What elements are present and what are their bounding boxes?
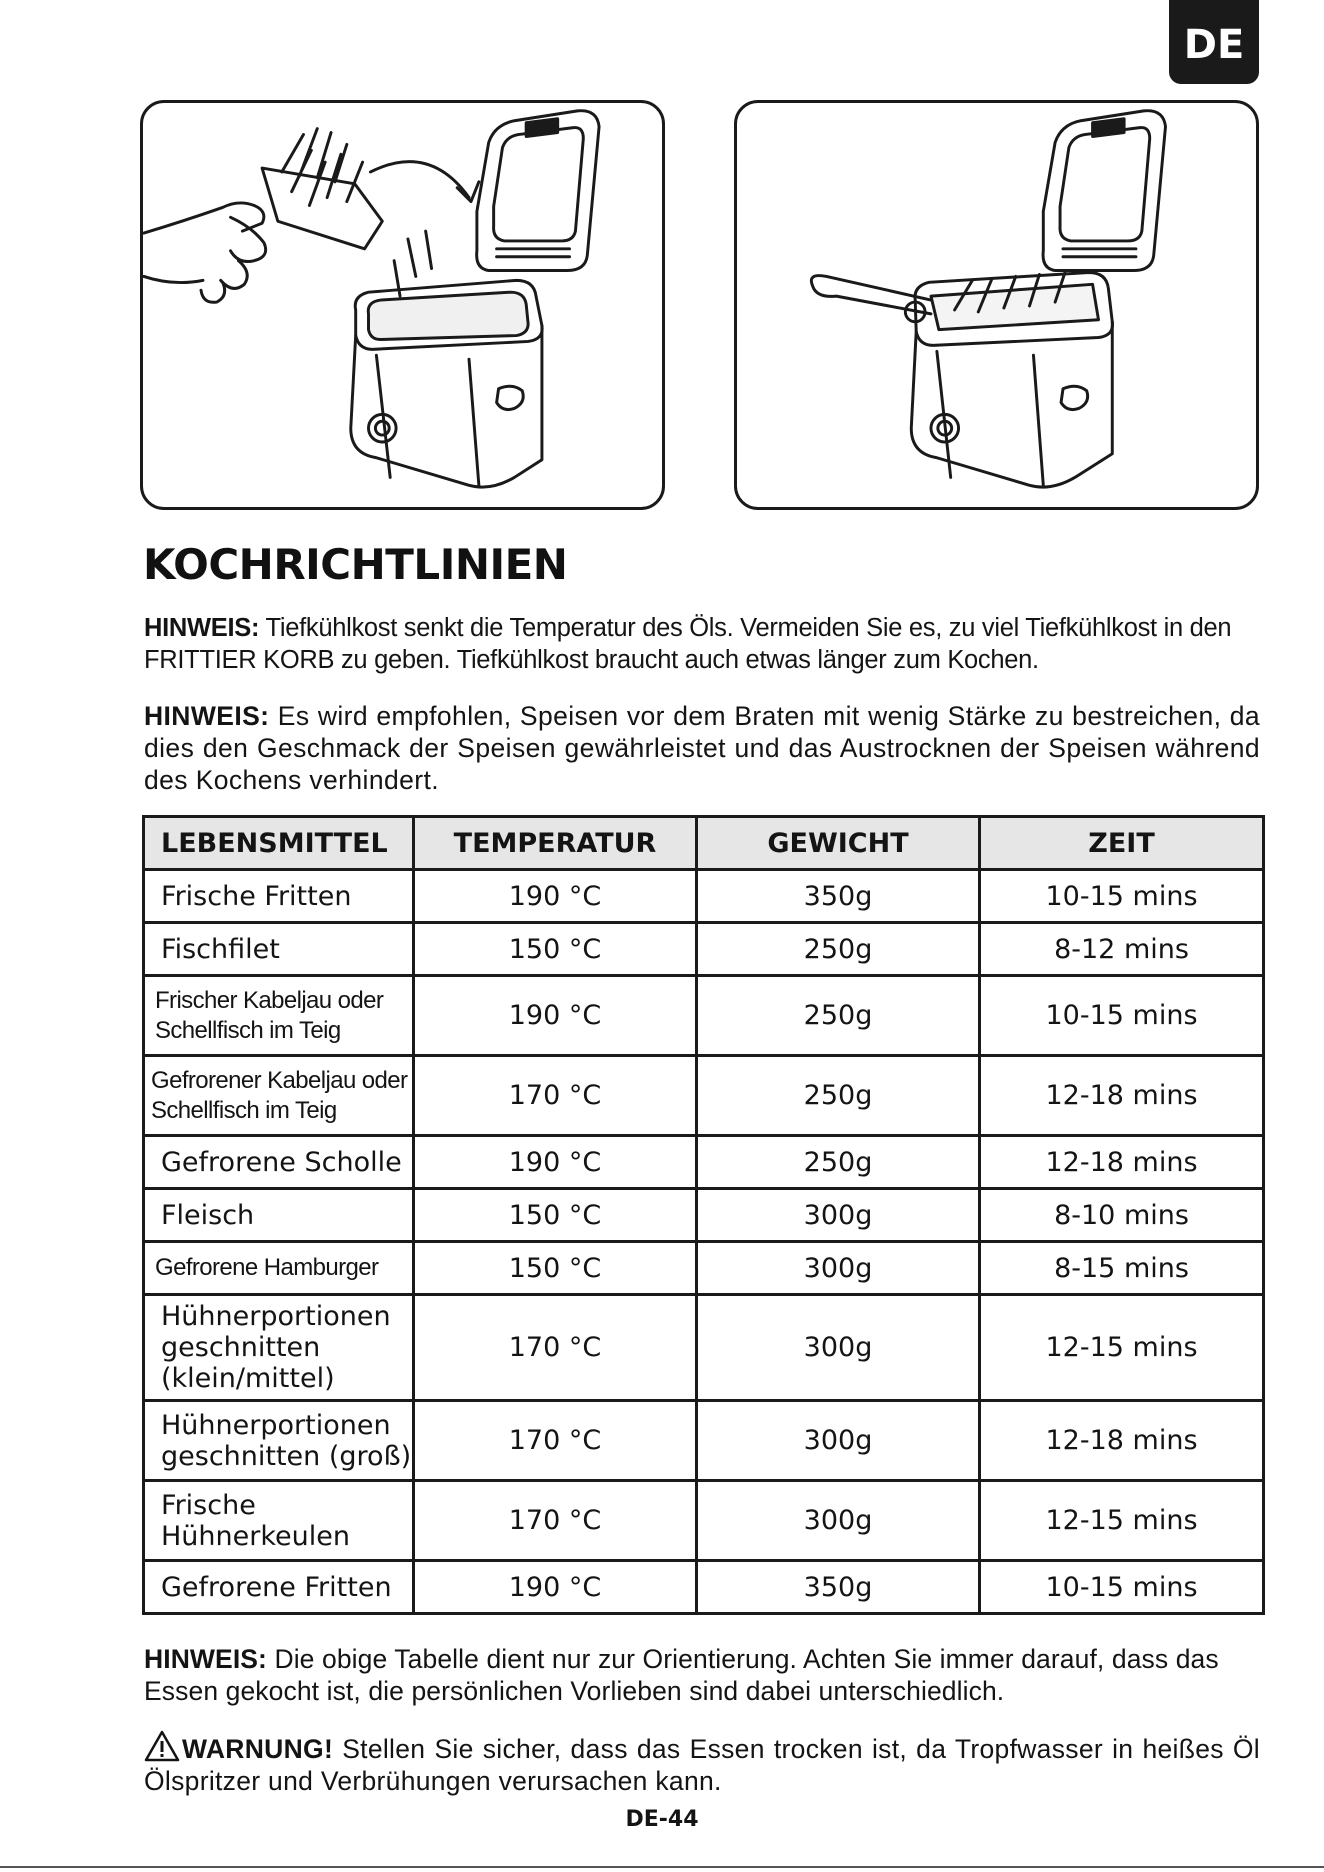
- table-row: [144, 1189, 1264, 1242]
- cell-time: 8-15 mins: [980, 1242, 1264, 1295]
- header-time: ZEIT: [980, 817, 1264, 870]
- cell-food: Fischfilet: [144, 923, 414, 976]
- page-number: DE-44: [625, 1807, 699, 1832]
- cell-food: Frische Hühnerkeulen: [144, 1481, 414, 1561]
- cell-temperature: 190 °C: [414, 1561, 697, 1614]
- warning-text: Stellen Sie sicher, dass das Essen trocken ist, da Tropfwasser in heißes Öl Ölspritzer und Verbrühungen verursachen kann.: [144, 1734, 1260, 1796]
- cell-time: 10-15 mins: [980, 1561, 1264, 1614]
- page-title: KOCHRICHTLINIEN: [143, 540, 568, 589]
- cell-weight: 300g: [697, 1295, 980, 1401]
- note-label: HINWEIS:: [144, 1644, 267, 1674]
- cell-weight: 300g: [697, 1189, 980, 1242]
- bottom-divider: [0, 1866, 1324, 1868]
- table-row: [144, 1136, 1264, 1189]
- cell-temperature: 150 °C: [414, 1189, 697, 1242]
- cell-weight: 300g: [697, 1242, 980, 1295]
- table-row: [144, 1056, 1264, 1136]
- illustration-basket-in-fryer: [734, 100, 1259, 510]
- cell-temperature: 190 °C: [414, 1136, 697, 1189]
- cell-temperature: 170 °C: [414, 1056, 697, 1136]
- cell-weight: 250g: [697, 1136, 980, 1189]
- cell-temperature: 190 °C: [414, 976, 697, 1056]
- illustration-filling-basket: [140, 100, 665, 510]
- cell-food: Gefrorene Scholle: [144, 1136, 414, 1189]
- cell-temperature: 170 °C: [414, 1481, 697, 1561]
- cell-temperature: 150 °C: [414, 1242, 697, 1295]
- table-row: [144, 870, 1264, 923]
- cell-temperature: 190 °C: [414, 870, 697, 923]
- header-food: LEBENSMITTEL: [144, 817, 414, 870]
- table-row: [144, 1242, 1264, 1295]
- table-row: [144, 1401, 1264, 1481]
- cell-food: Gefrorene Fritten: [144, 1561, 414, 1614]
- header-weight: GEWICHT: [697, 817, 980, 870]
- cell-weight: 300g: [697, 1481, 980, 1561]
- cell-time: 10-15 mins: [980, 976, 1264, 1056]
- cell-food: Hühnerportionen geschnitten (klein/mittel): [144, 1295, 414, 1401]
- table-row: [144, 923, 1264, 976]
- table-row: [144, 1295, 1264, 1401]
- cell-weight: 350g: [697, 1561, 980, 1614]
- note-label: HINWEIS:: [144, 701, 270, 731]
- cell-food: Hühnerportionen geschnitten (groß): [144, 1401, 414, 1481]
- cell-weight: 250g: [697, 1056, 980, 1136]
- table-row: [144, 1561, 1264, 1614]
- fryer-filling-drawing: [143, 103, 662, 507]
- note-text: Es wird empfohlen, Speisen vor dem Braten mit wenig Stärke zu bestreichen, da dies den Geschmack der Speisen gewährleistet und das Austrocknen der Speisen während des Kochens verhindert.: [144, 701, 1260, 795]
- note-guidance-only: [144, 1643, 1260, 1707]
- note-frozen-food: [144, 612, 1260, 676]
- cell-food: Gefrorene Hamburger: [144, 1242, 414, 1295]
- language-tab: DE: [1169, 0, 1259, 84]
- cell-time: 10-15 mins: [980, 870, 1264, 923]
- cell-food: Gefrorener Kabeljau oder Schellfisch im Teig: [144, 1056, 414, 1136]
- warning-dry-food: [144, 1730, 1260, 1797]
- cell-weight: 350g: [697, 870, 980, 923]
- cooking-guide-table: [142, 815, 1265, 1615]
- note-text: Die obige Tabelle dient nur zur Orientierung. Achten Sie immer darauf, dass das Essen gekocht ist, die persönlichen Vorlieben sind dabei unterschiedlich.: [144, 1644, 1219, 1706]
- cell-weight: 250g: [697, 976, 980, 1056]
- warning-label: WARNUNG!: [182, 1734, 334, 1764]
- cell-weight: 250g: [697, 923, 980, 976]
- cell-food: Fleisch: [144, 1189, 414, 1242]
- warning-triangle-icon: [144, 1730, 180, 1762]
- cell-time: 12-18 mins: [980, 1136, 1264, 1189]
- cell-time: 12-18 mins: [980, 1056, 1264, 1136]
- cell-time: 12-15 mins: [980, 1481, 1264, 1561]
- fryer-basket-drawing: [737, 103, 1256, 507]
- cell-temperature: 170 °C: [414, 1295, 697, 1401]
- cell-time: 8-10 mins: [980, 1189, 1264, 1242]
- note-starch-coating: [144, 700, 1260, 796]
- table-row: [144, 976, 1264, 1056]
- cell-weight: 300g: [697, 1401, 980, 1481]
- table-header-row: [144, 817, 1264, 870]
- cell-temperature: 170 °C: [414, 1401, 697, 1481]
- cell-time: 12-18 mins: [980, 1401, 1264, 1481]
- cell-time: 8-12 mins: [980, 923, 1264, 976]
- cell-food: Frischer Kabeljau oder Schellfisch im Teig: [144, 976, 414, 1056]
- header-temperature: TEMPERATUR: [414, 817, 697, 870]
- cell-temperature: 150 °C: [414, 923, 697, 976]
- cell-food: Frische Fritten: [144, 870, 414, 923]
- table-row: [144, 1481, 1264, 1561]
- cell-time: 12-15 mins: [980, 1295, 1264, 1401]
- note-label: HINWEIS:: [144, 614, 260, 642]
- note-text: Tiefkühlkost senkt die Temperatur des Öls. Vermeiden Sie es, zu viel Tiefkühlkost in den FRITTIER KORB zu geben. Tiefkühlkost braucht auch etwas länger zum Kochen.: [144, 614, 1232, 674]
